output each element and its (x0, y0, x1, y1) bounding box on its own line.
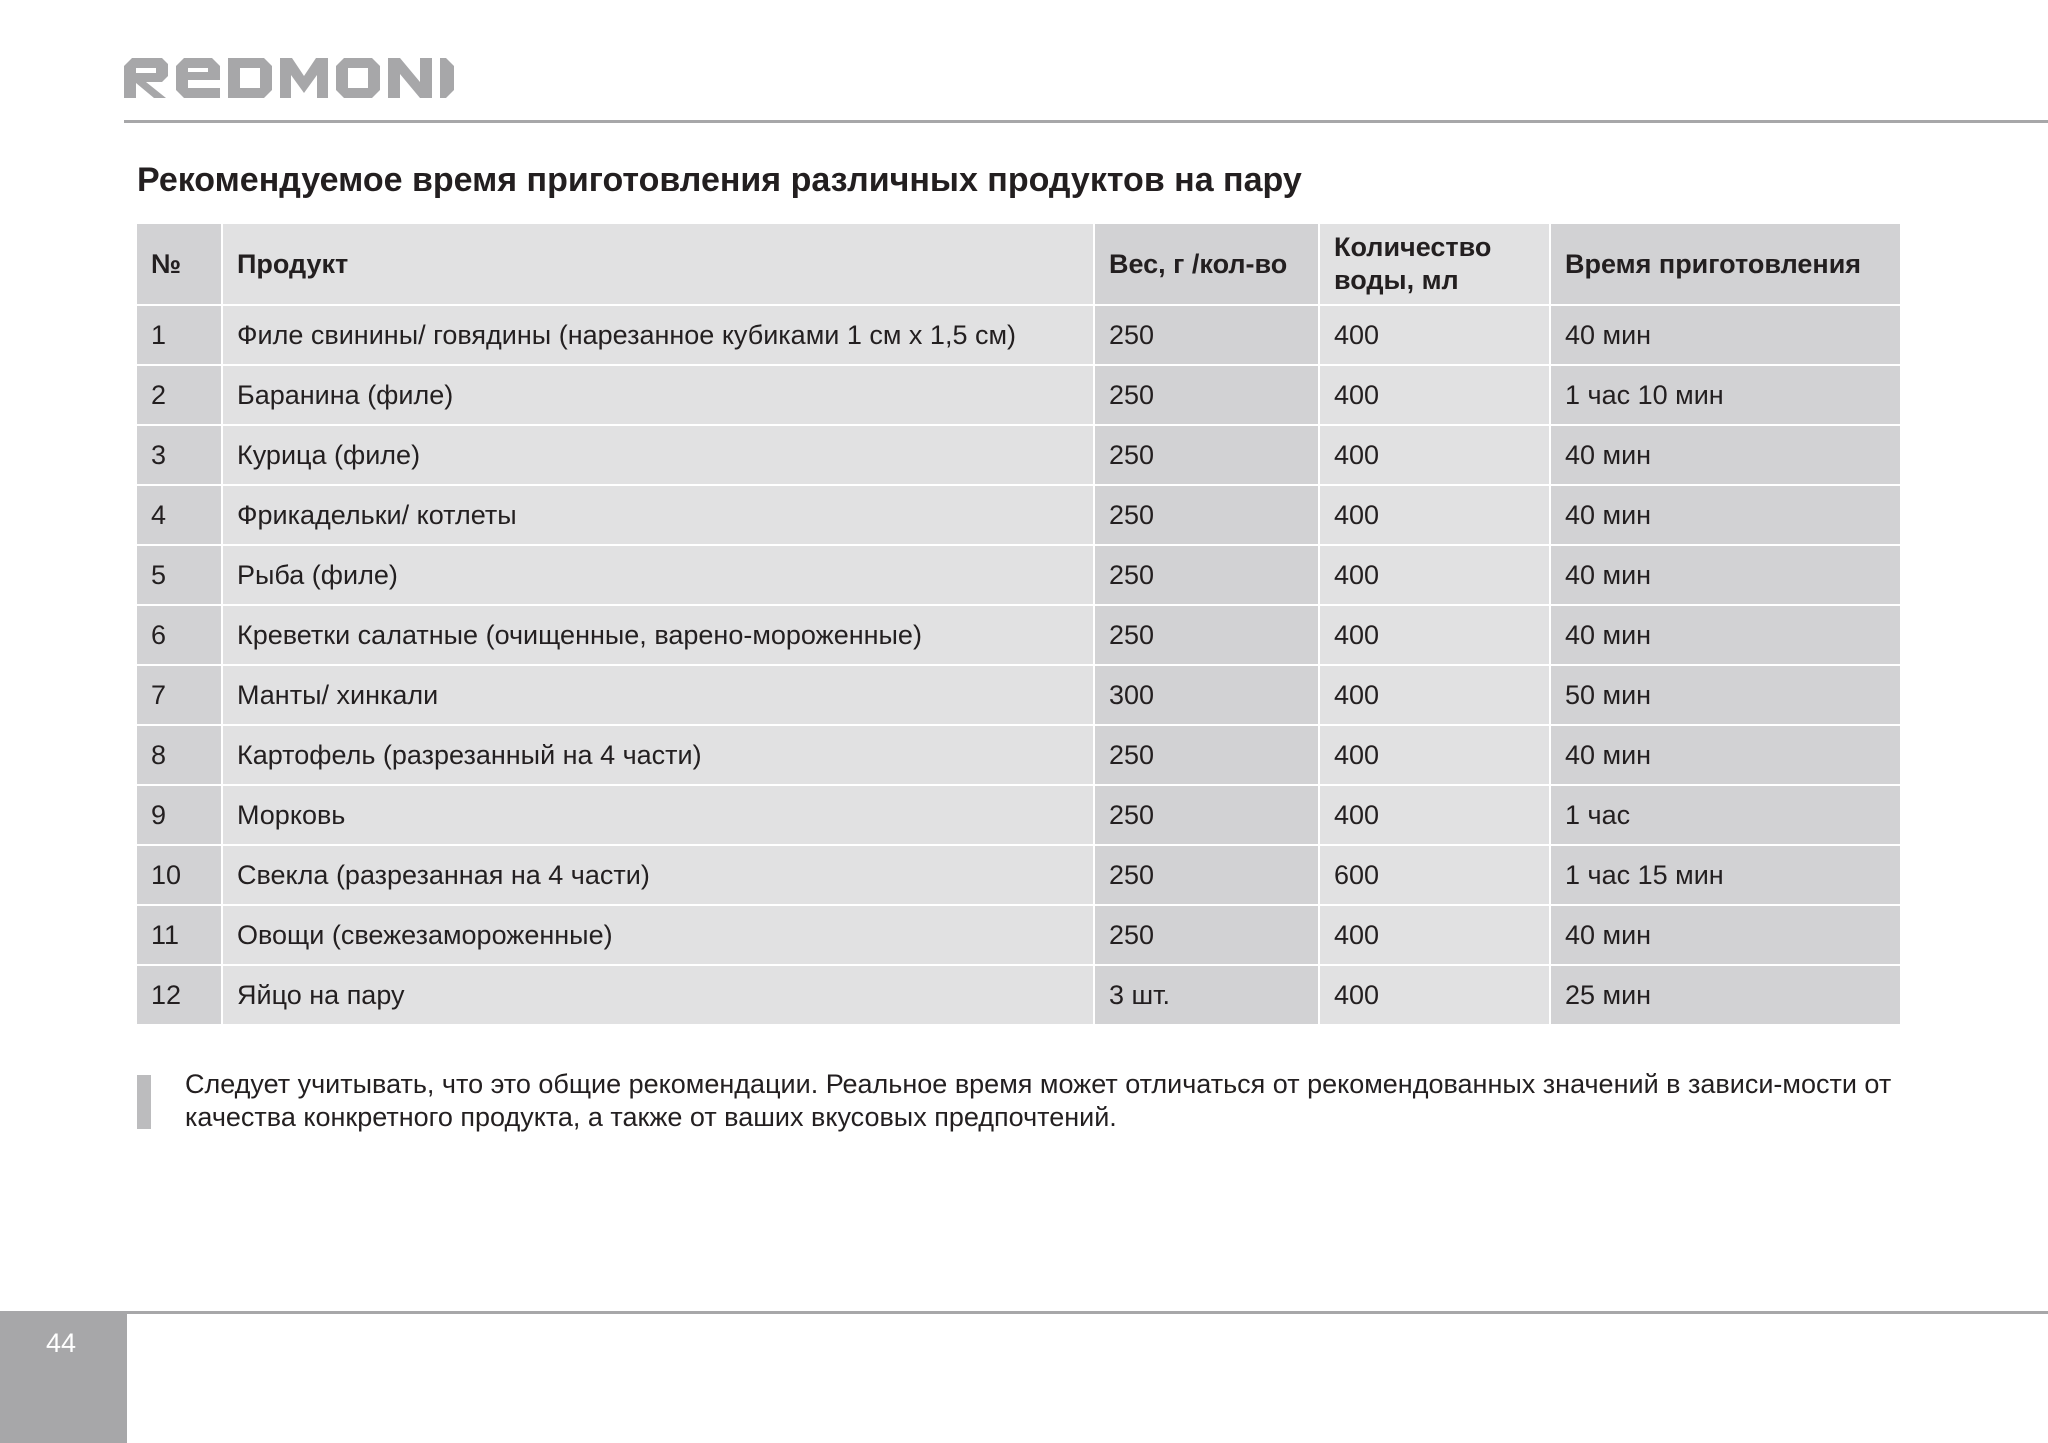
cell-water: 400 (1320, 606, 1551, 666)
table-row (137, 906, 1900, 966)
cell-weight: 250 (1095, 306, 1320, 366)
table-body (137, 306, 1900, 1024)
cell-number: 10 (137, 846, 223, 906)
cell-time: 50 мин (1551, 666, 1900, 726)
cell-number: 4 (137, 486, 223, 546)
cell-water: 400 (1320, 306, 1551, 366)
cell-weight: 250 (1095, 846, 1320, 906)
cell-water: 400 (1320, 366, 1551, 426)
cell-time: 40 мин (1551, 426, 1900, 486)
cell-time: 25 мин (1551, 966, 1900, 1024)
cell-product: Филе свинины/ говядины (нарезанное кубиками 1 см х 1,5 см) (223, 306, 1095, 366)
header-number: № (137, 224, 223, 306)
cell-weight: 250 (1095, 906, 1320, 966)
header-water: Количество воды, мл (1320, 224, 1551, 306)
cell-time: 1 час 10 мин (1551, 366, 1900, 426)
table-row (137, 486, 1900, 546)
header-product: Продукт (223, 224, 1095, 306)
table-row (137, 306, 1900, 366)
cell-time: 40 мин (1551, 906, 1900, 966)
table-row (137, 786, 1900, 846)
cell-number: 1 (137, 306, 223, 366)
cell-number: 5 (137, 546, 223, 606)
cell-time: 40 мин (1551, 486, 1900, 546)
table-row (137, 966, 1900, 1024)
cell-water: 400 (1320, 906, 1551, 966)
page-number: 44 (46, 1328, 77, 1358)
cell-number: 6 (137, 606, 223, 666)
steaming-times-table (137, 224, 1900, 1024)
cell-water: 400 (1320, 786, 1551, 846)
cell-number: 11 (137, 906, 223, 966)
table-row (137, 666, 1900, 726)
cell-product: Картофель (разрезанный на 4 части) (223, 726, 1095, 786)
note-marker (137, 1075, 151, 1129)
cell-product: Овощи (свежезамороженные) (223, 906, 1095, 966)
note-text: Следует учитывать, что это общие рекомендации. Реальное время может отличаться от рекомендованных значений в зависи-мости от качества конкретного продукта, а также от ваших вкусовых предпочтений. (185, 1069, 1892, 1132)
table-row (137, 726, 1900, 786)
cell-weight: 250 (1095, 726, 1320, 786)
cell-water: 400 (1320, 726, 1551, 786)
cell-weight: 250 (1095, 486, 1320, 546)
cell-weight: 250 (1095, 786, 1320, 846)
cell-product: Баранина (филе) (223, 366, 1095, 426)
cell-product: Рыба (филе) (223, 546, 1095, 606)
redmond-logo (124, 58, 454, 108)
cell-number: 7 (137, 666, 223, 726)
cell-product: Курица (филе) (223, 426, 1095, 486)
cell-product: Манты/ хинкали (223, 666, 1095, 726)
table-row (137, 846, 1900, 906)
table-row (137, 546, 1900, 606)
header-weight: Вес, г /кол-во (1095, 224, 1320, 306)
cell-time: 40 мин (1551, 606, 1900, 666)
cell-weight: 250 (1095, 366, 1320, 426)
cell-number: 9 (137, 786, 223, 846)
cell-weight: 3 шт. (1095, 966, 1320, 1024)
header-time: Время приготовления (1551, 224, 1900, 306)
cell-time: 40 мин (1551, 306, 1900, 366)
cell-product: Фрикадельки/ котлеты (223, 486, 1095, 546)
cell-number: 8 (137, 726, 223, 786)
cell-water: 600 (1320, 846, 1551, 906)
table-header-row (137, 224, 1900, 306)
cell-weight: 250 (1095, 426, 1320, 486)
cell-time: 40 мин (1551, 546, 1900, 606)
table-row (137, 366, 1900, 426)
cell-number: 12 (137, 966, 223, 1024)
cell-product: Яйцо на пару (223, 966, 1095, 1024)
cell-weight: 250 (1095, 546, 1320, 606)
footer-divider (0, 1311, 2048, 1314)
cell-weight: 250 (1095, 606, 1320, 666)
cell-product: Свекла (разрезанная на 4 части) (223, 846, 1095, 906)
cell-product: Морковь (223, 786, 1095, 846)
cell-time: 40 мин (1551, 726, 1900, 786)
cell-time: 1 час 15 мин (1551, 846, 1900, 906)
cell-weight: 300 (1095, 666, 1320, 726)
cell-product: Креветки салатные (очищенные, варено-мороженные) (223, 606, 1095, 666)
cell-number: 2 (137, 366, 223, 426)
cell-water: 400 (1320, 666, 1551, 726)
cell-water: 400 (1320, 486, 1551, 546)
table-row (137, 426, 1900, 486)
cell-time: 1 час (1551, 786, 1900, 846)
cell-water: 400 (1320, 426, 1551, 486)
header-divider (124, 120, 2048, 123)
cell-water: 400 (1320, 546, 1551, 606)
cell-water: 400 (1320, 966, 1551, 1024)
table-row (137, 606, 1900, 666)
page-title: Рекомендуемое время приготовления различных продуктов на пару (137, 161, 1302, 199)
cell-number: 3 (137, 426, 223, 486)
